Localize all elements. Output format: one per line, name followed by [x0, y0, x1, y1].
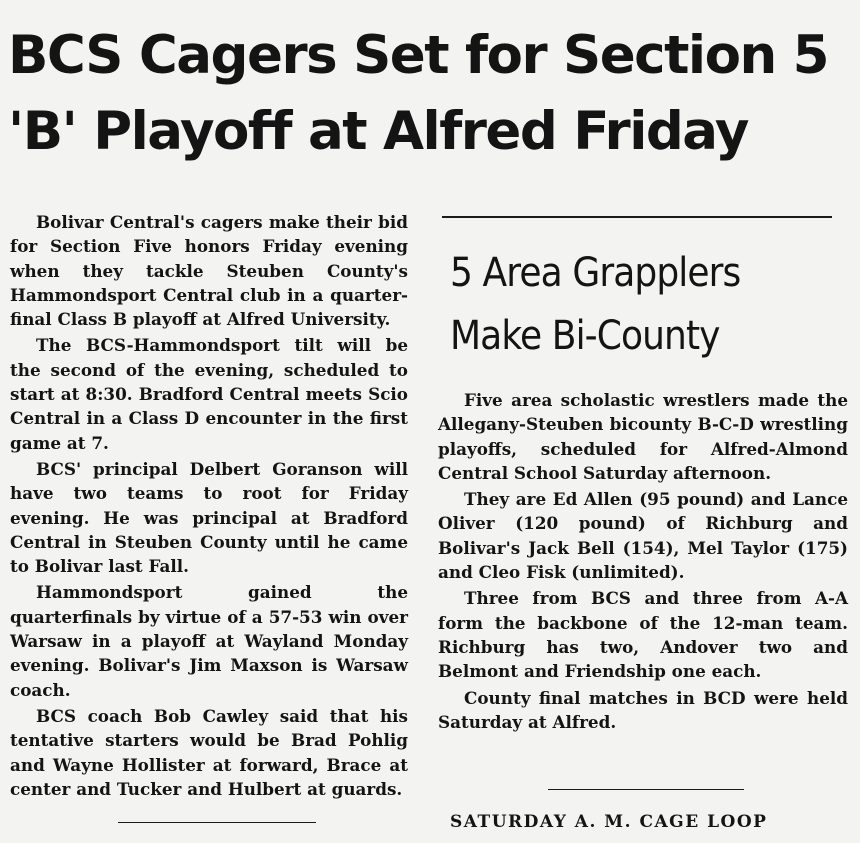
grapplers-article: [438, 388, 848, 736]
cage-loop-heading: SATURDAY A. M. CAGE LOOP: [450, 812, 768, 832]
column-divider-rule: [442, 216, 832, 218]
main-headline: [8, 18, 853, 170]
grapplers-headline-line-1: 5 Area Grapplers: [450, 250, 741, 296]
headline-line-1: BCS Cagers Set for Section 5: [8, 25, 829, 86]
article-paragraph: Three from BCS and three from A-A form the backbone of the 12-man team. Richburg has two, Andover two and Belmont and Friendship one each.: [438, 588, 848, 682]
article-paragraph: Bolivar Central's cagers make their bid for Section Five honors Friday evening when they tackle Steuben County's Hammondsport Central club in a quarter-final Class B playoff at Alfred University.: [10, 212, 408, 330]
article-paragraph: County final matches in BCD were held Saturday at Alfred.: [438, 687, 848, 732]
article-paragraph: Five area scholastic wrestlers made the Allegany-Steuben bicounty B-C-D wrestling playoffs, scheduled for Alfred-Almond Central School Saturday afternoon.: [438, 390, 848, 483]
article-paragraph: BCS' principal Delbert Goranson will have two teams to root for Friday evening. He was principal at Bradford Central in Steuben County until he came to Bolivar last Fall.: [10, 458, 408, 577]
grapplers-headline: [450, 242, 801, 368]
article-paragraph: They are Ed Allen (95 pound) and Lance Oliver (120 pound) of Richburg and Bolivar's Jack Bell (154), Mel Taylor (175) and Cleo Fisk (unlimited).: [438, 489, 848, 583]
article-paragraph: BCS coach Bob Cawley said that his tentative starters would be Brad Pohlig and Wayne Hollister at forward, Brace at center and Tucker and Hulbert at guards.: [10, 705, 408, 799]
article-paragraph: The BCS-Hammondsport tilt will be the second of the evening, scheduled to start at 8:30. Bradford Central meets Scio Central in a Class D encounter in the first game at 7.: [10, 335, 408, 453]
article-end-rule: [118, 822, 316, 823]
article-paragraph: Hammondsport gained the quarterfinals by virtue of a 57-53 win over Warsaw in a playoff at Wayland Monday evening. Bolivar's Jim Maxson is Warsaw coach.: [10, 582, 408, 700]
grapplers-headline-line-2: Make Bi-County: [450, 313, 720, 359]
headline-line-2: 'B' Playoff at Alfred Friday: [8, 101, 748, 162]
bcs-cagers-article: [10, 210, 408, 803]
article-end-rule: [548, 789, 744, 790]
